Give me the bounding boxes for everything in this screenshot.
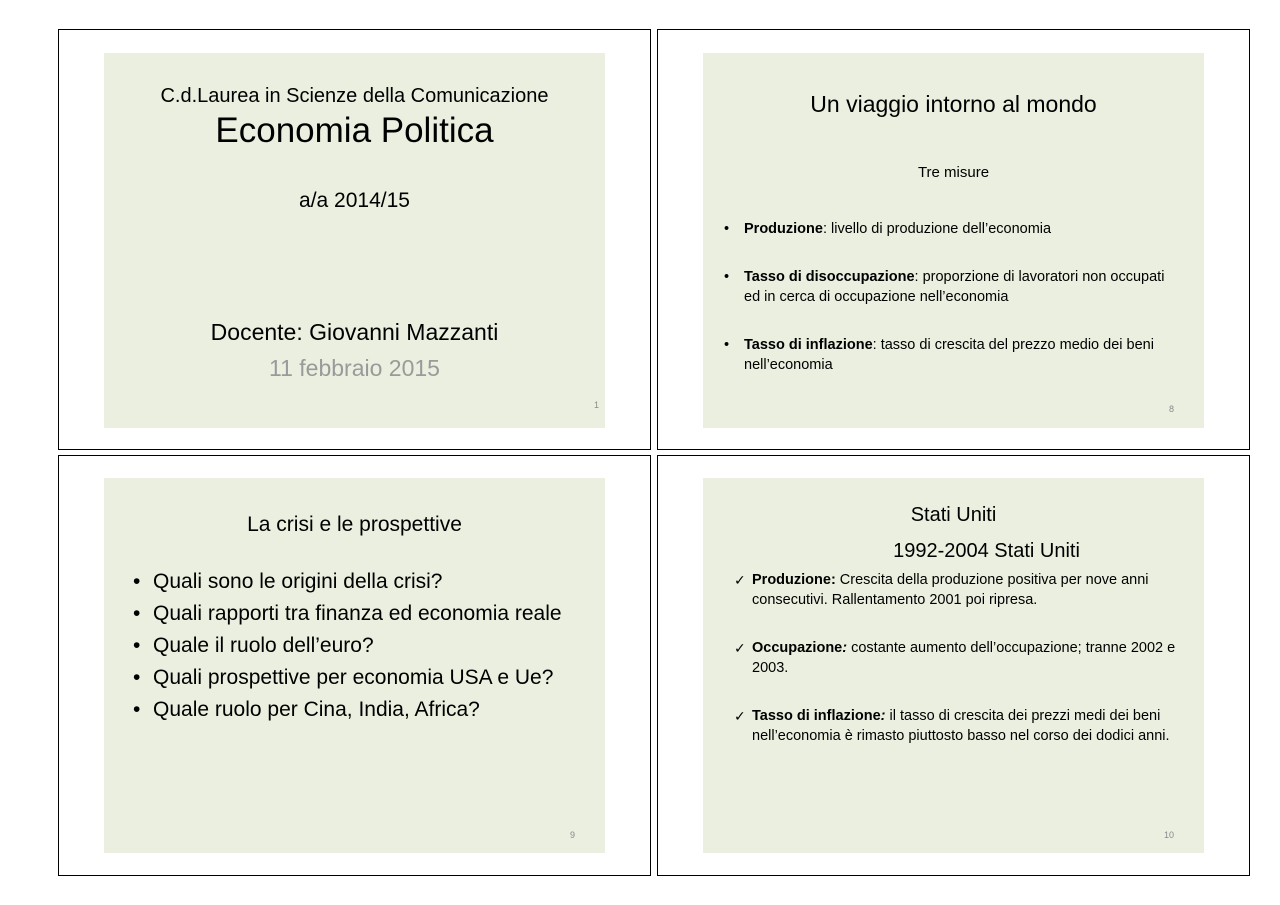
bullet-text: : livello di produzione dell’economia [822, 221, 1052, 237]
slide-title: La crisi e le prospettive [247, 513, 462, 536]
bullet-mark: • [724, 269, 730, 285]
academic-year: a/a 2014/15 [299, 189, 410, 212]
bullet-text: : proporzione di lavoratori non occupati ed in cerca di occupazione nell’economia [744, 269, 1165, 305]
bullet-mark: • [133, 698, 141, 721]
page-frame-slide-9 [58, 455, 651, 876]
slide-number: 9 [569, 830, 575, 840]
teacher-name: Docente: Giovanni Mazzanti [210, 319, 499, 345]
item-separator: : [880, 708, 886, 724]
checkmark-icon: ✓ [734, 572, 746, 588]
bullet-text: Quali rapporti tra finanza ed economia reale [153, 602, 562, 625]
slide-9 [104, 478, 605, 853]
bullet-mark: • [133, 602, 141, 625]
bullet-mark: • [133, 570, 141, 593]
bullet-term: Tasso di inflazione [744, 337, 873, 353]
bullet-mark: • [724, 221, 730, 237]
bullet-mark: • [724, 337, 730, 353]
slide-number: 8 [1168, 404, 1174, 414]
bullet-text: Quali sono le origini della crisi? [153, 570, 443, 593]
slide-1 [104, 53, 605, 428]
page-frame-slide-1 [58, 29, 651, 450]
checkmark-icon: ✓ [734, 640, 746, 656]
slide-10 [703, 478, 1204, 853]
item-separator: : [842, 640, 848, 656]
slide-8 [703, 53, 1204, 428]
course-title: Economia Politica [215, 111, 494, 150]
page-frame-slide-8 [657, 29, 1250, 450]
bullet-text: : tasso di crescita del prezzo medio dei beni nell’economia [744, 337, 1154, 373]
bullet-term: Tasso di disoccupazione [744, 269, 915, 285]
slide-title: Un viaggio intorno al mondo [810, 91, 1097, 117]
checkmark-icon: ✓ [734, 708, 746, 724]
slide-number: 1 [593, 400, 599, 410]
page-frame-slide-10 [657, 455, 1250, 876]
bullet-mark: • [133, 666, 141, 689]
slide-title: Stati Uniti [910, 504, 997, 526]
item-text: il tasso di crescita dei prezzi medi dei beni nell’economia è rimasto piuttosto basso nel corso dei dodici anni. [752, 708, 1170, 744]
bullet-text: Quale ruolo per Cina, India, Africa? [153, 698, 480, 721]
slide-subtitle: Tre misure [917, 164, 990, 181]
lecture-date: 11 febbraio 2015 [269, 355, 440, 381]
bullet-mark: • [133, 634, 141, 657]
slide-subtitle: 1992-2004 Stati Uniti [893, 540, 1080, 562]
bullet-text: Quali prospettive per economia USA e Ue? [153, 666, 554, 689]
bullet-term: Produzione [744, 221, 823, 237]
slide-number: 10 [1163, 830, 1174, 840]
item-term: Produzione: [752, 572, 836, 588]
item-term: Occupazione [752, 640, 843, 656]
course-subtitle: C.d.Laurea in Scienze della Comunicazione [160, 85, 549, 107]
item-term: Tasso di inflazione [752, 708, 881, 724]
bullet-text: Quale il ruolo dell’euro? [153, 634, 374, 657]
item-text: costante aumento dell’occupazione; tranne 2002 e 2003. [752, 640, 1176, 676]
item-text: Crescita della produzione positiva per nove anni consecutivi. Rallentamento 2001 poi ripresa. [752, 572, 1149, 608]
